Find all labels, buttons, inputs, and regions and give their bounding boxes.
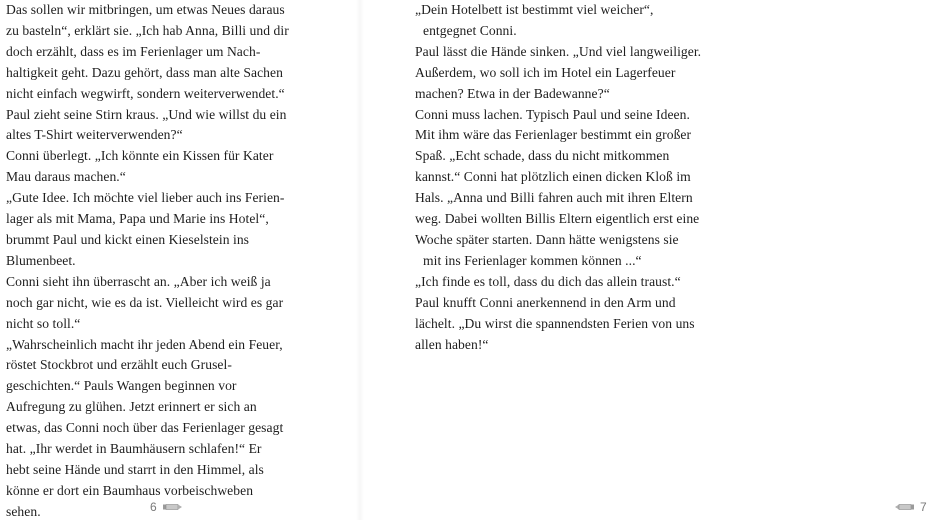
- text-line: Paul lässt die Hände sinken. „Und viel langweiliger.: [415, 43, 702, 59]
- text-line: Conni sieht ihn überrascht an. „Aber ich weiß ja: [6, 273, 271, 289]
- text-line: Woche später starten. Dann hätte wenigstens sie: [415, 231, 679, 247]
- left-page-footer: [150, 500, 182, 514]
- left-page-text: [6, 0, 352, 523]
- text-line: „Dein Hotelbett ist bestimmt viel weicher“,: [415, 2, 654, 17]
- text-line: etwas, das Conni noch über das Ferienlager gesagt: [6, 420, 284, 436]
- left-page: [0, 0, 360, 520]
- text-line: Das sollen wir mitbringen, um etwas Neues daraus: [6, 2, 285, 17]
- text-line: Conni muss lachen. Typisch Paul und seine Ideen.: [415, 106, 690, 122]
- text-line: Paul knufft Conni anerkennend in den Arm und: [415, 294, 676, 310]
- text-line: Hals. „Anna und Billi fahren auch mit ihren Eltern: [415, 190, 693, 206]
- text-line: lächelt. „Du wirst die spannendsten Ferien von uns: [415, 315, 695, 331]
- text-line: könne er dort ein Baumhaus vorbeischweben: [6, 482, 254, 498]
- right-page: [360, 0, 927, 520]
- right-page-text: [415, 0, 715, 355]
- text-line: haltigkeit geht. Dazu gehört, dass man alte Sachen: [6, 64, 283, 80]
- text-line: röstet Stockbrot und erzählt euch Grusel-: [6, 357, 232, 373]
- text-line: Conni überlegt. „Ich könnte ein Kissen für Kater: [6, 148, 274, 164]
- page-number-right: 7: [920, 500, 927, 514]
- text-line: Außerdem, wo soll ich im Hotel ein Lagerfeuer: [415, 64, 676, 80]
- text-line: brummt Paul und kickt einen Kieselstein ins: [6, 231, 250, 247]
- text-line: hebt seine Hände und starrt in den Himmel, als: [6, 461, 264, 477]
- text-line: sehen.: [6, 503, 41, 519]
- pencil-icon: [163, 504, 182, 510]
- text-line: allen haben!“: [415, 336, 489, 352]
- text-line: nicht einfach wegwirft, sondern weiterverwendet.“: [6, 85, 285, 101]
- text-line: altes T-Shirt weiterverwenden?“: [6, 127, 183, 143]
- text-line: machen? Etwa in der Badewanne?“: [415, 85, 610, 101]
- text-line: entgegnet Conni.: [423, 22, 517, 38]
- text-line: Spaß. „Echt schade, dass du nicht mitkommen: [415, 148, 670, 164]
- text-line: mit ins Ferienlager kommen können ...“: [423, 252, 642, 268]
- text-line: Mau daraus machen.“: [6, 169, 126, 185]
- text-line: Mit ihm wäre das Ferienlager bestimmt ein großer: [415, 127, 692, 143]
- text-line: geschichten.“ Pauls Wangen beginnen vor: [6, 378, 237, 394]
- text-line: weg. Dabei wollten Billis Eltern eigentlich erst eine: [415, 211, 700, 227]
- text-line: kannst.“ Conni hat plötzlich einen dicken Kloß im: [415, 169, 691, 185]
- text-line: hat. „Ihr werdet in Baumhäusern schlafen!“ Er: [6, 441, 262, 457]
- text-line: zu basteln“, erklärt sie. „Ich hab Anna, Billi und dir: [6, 22, 289, 38]
- page-number-left: 6: [150, 500, 157, 514]
- text-line: Paul zieht seine Stirn kraus. „Und wie willst du ein: [6, 106, 287, 122]
- text-line: Blumenbeet.: [6, 252, 76, 268]
- right-page-footer: [895, 500, 927, 514]
- text-line: „Gute Idee. Ich möchte viel lieber auch ins Ferien-: [6, 190, 285, 206]
- pencil-icon: [895, 504, 914, 510]
- text-line: Aufregung zu glühen. Jetzt erinnert er sich an: [6, 399, 257, 415]
- text-line: noch gar nicht, wie es da ist. Vielleicht wird es gar: [6, 294, 284, 310]
- text-line: „Wahrscheinlich macht ihr jeden Abend ein Feuer,: [6, 336, 283, 352]
- text-line: doch erzählt, dass es im Ferienlager um Nach-: [6, 43, 261, 59]
- text-line: lager als mit Mama, Papa und Marie ins Hotel“,: [6, 211, 269, 227]
- text-line: nicht so toll.“: [6, 315, 81, 331]
- text-line: „Ich finde es toll, dass du dich das allein traust.“: [415, 273, 681, 289]
